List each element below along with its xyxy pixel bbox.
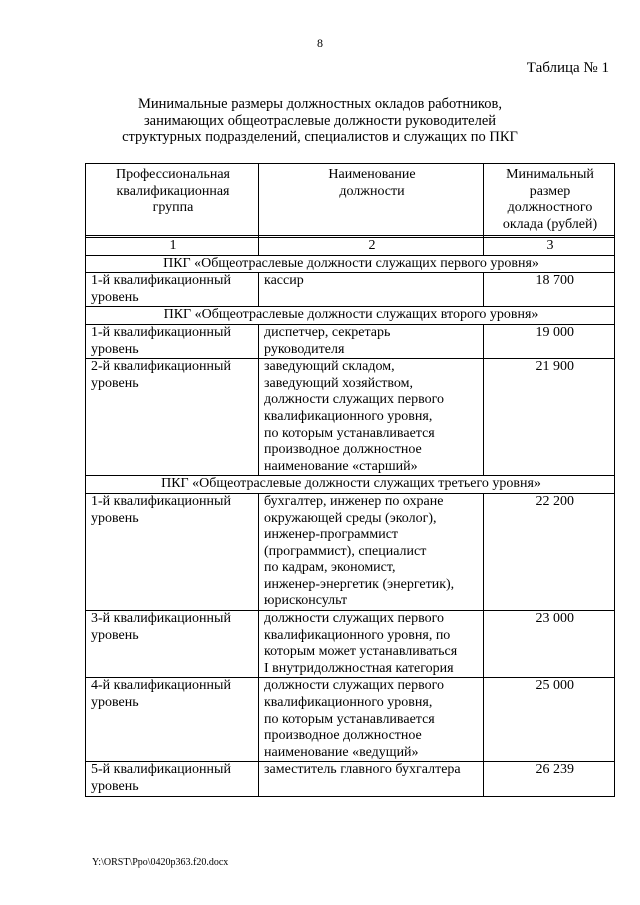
cell-positions: кассир — [259, 273, 484, 307]
cell-level: 1-й квалификационный уровень — [86, 493, 259, 610]
title-line: занимающих общеотраслевые должности руководителей — [143, 112, 497, 129]
header-cell-position: Наименование должности — [259, 164, 484, 236]
cell-salary: 21 900 — [484, 359, 615, 476]
cell-salary: 22 200 — [484, 493, 615, 610]
cell-level: 2-й квалификационный уровень — [86, 359, 259, 476]
salary-table — [85, 163, 615, 797]
page-number: 8 — [317, 36, 323, 50]
group-row — [86, 476, 615, 494]
cell-level: 4-й квалификационный уровень — [86, 678, 259, 762]
cell-positions: должности служащих первого квалификационного уровня, по которым может устанавливаться I внутридолжностная категория — [259, 611, 484, 678]
cell-level: 1-й квалификационный уровень — [86, 273, 259, 307]
cell-level: 1-й квалификационный уровень — [86, 324, 259, 358]
title-line: структурных подразделений, специалистов и служащих по ПКГ — [122, 129, 518, 145]
cell-salary: 26 239 — [484, 762, 615, 796]
column-number: 1 — [86, 238, 259, 256]
cell-positions: заместитель главного бухгалтера — [259, 762, 484, 796]
table-row — [86, 678, 615, 762]
header-cell-salary: Минимальный размер должностного оклада (рублей) — [484, 164, 615, 236]
group-row — [86, 307, 615, 325]
table-row — [86, 324, 615, 358]
footer-file-path: Y:\ORST\Ppo\0420p363.f20.docx — [92, 857, 229, 868]
cell-salary: 23 000 — [484, 611, 615, 678]
cell-level: 3-й квалификационный уровень — [86, 611, 259, 678]
table-row — [86, 273, 615, 307]
cell-salary: 19 000 — [484, 324, 615, 358]
cell-salary: 18 700 — [484, 273, 615, 307]
cell-positions: диспетчер, секретарь руководителя — [259, 324, 484, 358]
cell-level: 5-й квалификационный уровень — [86, 762, 259, 796]
group-title: ПКГ «Общеотраслевые должности служащих первого уровня» — [86, 255, 615, 273]
group-title: ПКГ «Общеотраслевые должности служащих второго уровня» — [86, 307, 615, 325]
cell-positions: бухгалтер, инженер по охране окружающей среды (эколог), инженер-программист (программист), специалист по кадрам, экономист, инженер-энергетик (энергетик), юрисконсульт — [259, 493, 484, 610]
column-number: 2 — [259, 238, 484, 256]
group-title: ПКГ «Общеотраслевые должности служащих третьего уровня» — [86, 476, 615, 494]
group-row — [86, 255, 615, 273]
table-row — [86, 762, 615, 796]
table-row — [86, 493, 615, 610]
header-cell-group: Профессиональная квалификационная группа — [86, 164, 259, 236]
column-number-row — [86, 238, 615, 256]
column-number: 3 — [484, 238, 615, 256]
cell-salary: 25 000 — [484, 678, 615, 762]
table-row — [86, 611, 615, 678]
document-title — [60, 96, 580, 146]
table-label: Таблица № 1 — [526, 60, 609, 76]
cell-positions: заведующий складом, заведующий хозяйством, должности служащих первого квалификационного уровня, по которым устанавливается производное должностное наименование «старший» — [259, 359, 484, 476]
cell-positions: должности служащих первого квалификационного уровня, по которым устанавливается производное должностное наименование «ведущий» — [259, 678, 484, 762]
title-line: Минимальные размеры должностных окладов работников, — [138, 96, 502, 112]
table-header-row — [86, 164, 615, 236]
table-row — [86, 359, 615, 476]
